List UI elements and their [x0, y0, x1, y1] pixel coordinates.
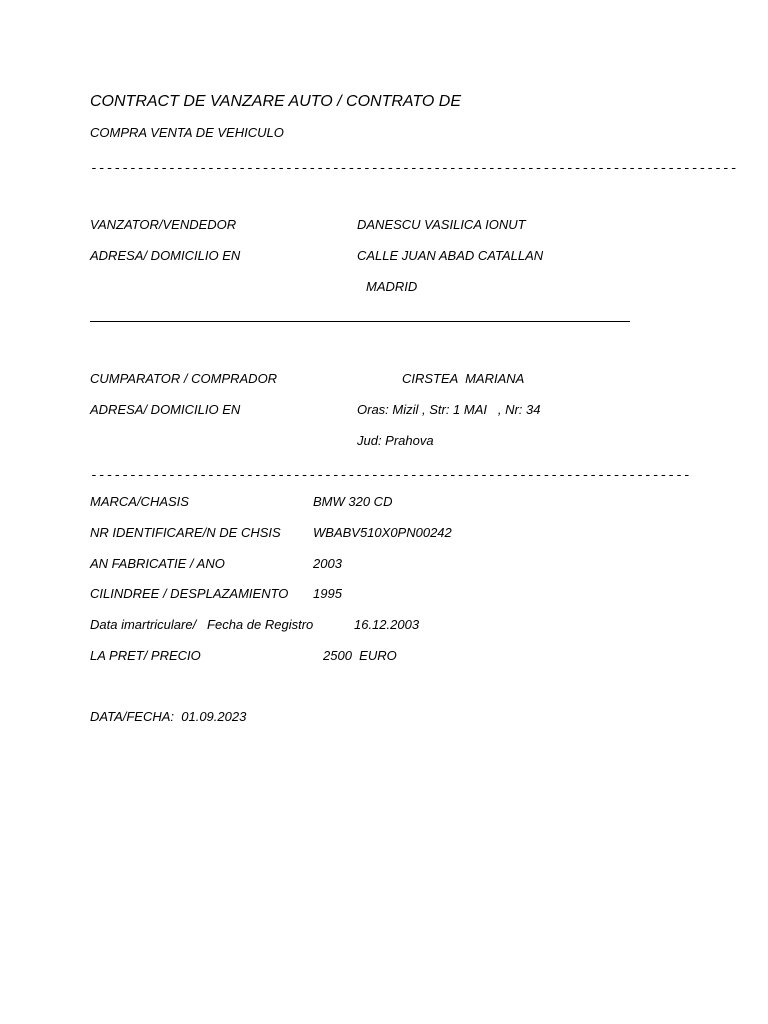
buyer-name: CIRSTEA MARIANA: [402, 371, 525, 386]
buyer-label: CUMPARATOR / COMPRADOR: [90, 371, 278, 386]
vehicle-year-label: AN FABRICATIE / ANO: [90, 556, 225, 571]
vehicle-cc-label: CILINDREE / DESPLAZAMIENTO: [90, 586, 289, 601]
buyer-address-label: ADRESA/ DOMICILIO EN: [90, 402, 241, 417]
dashed-separator-top: -----------------------------------------------------------------------------------: [90, 161, 738, 176]
seller-label: VANZATOR/VENDEDOR: [90, 217, 237, 232]
vehicle-registration-value: 16.12.2003: [354, 617, 420, 632]
vehicle-vin-value: WBABV510X0PN00242: [313, 525, 452, 540]
vehicle-vin-label: NR IDENTIFICARE/N DE CHSIS: [90, 525, 281, 540]
price-value: 2500 EURO: [323, 648, 397, 663]
seller-name: DANESCU VASILICA IONUT: [357, 217, 526, 232]
vehicle-make-value: BMW 320 CD: [313, 494, 393, 509]
vehicle-registration-label: Data imartriculare/ Fecha de Registro: [90, 617, 314, 632]
vehicle-year-value: 2003: [313, 556, 342, 571]
seller-address-label: ADRESA/ DOMICILIO EN: [90, 248, 241, 263]
price-label: LA PRET/ PRECIO: [90, 648, 201, 663]
seller-address-line2: MADRID: [366, 279, 418, 294]
dashed-separator-middle: -----------------------------------------------------------------------------: [90, 468, 691, 483]
contract-title: CONTRACT DE VANZARE AUTO / CONTRATO DE: [90, 93, 461, 110]
buyer-address-line1: Oras: Mizil , Str: 1 MAI , Nr: 34: [357, 402, 541, 417]
vehicle-make-label: MARCA/CHASIS: [90, 494, 189, 509]
contract-subtitle: COMPRA VENTA DE VEHICULO: [90, 125, 284, 140]
buyer-address-line2: Jud: Prahova: [357, 433, 434, 448]
contract-date: DATA/FECHA: 01.09.2023: [90, 709, 247, 724]
seller-address-line1: CALLE JUAN ABAD CATALLAN: [357, 248, 544, 263]
solid-separator: [90, 321, 630, 322]
vehicle-cc-value: 1995: [313, 586, 342, 601]
